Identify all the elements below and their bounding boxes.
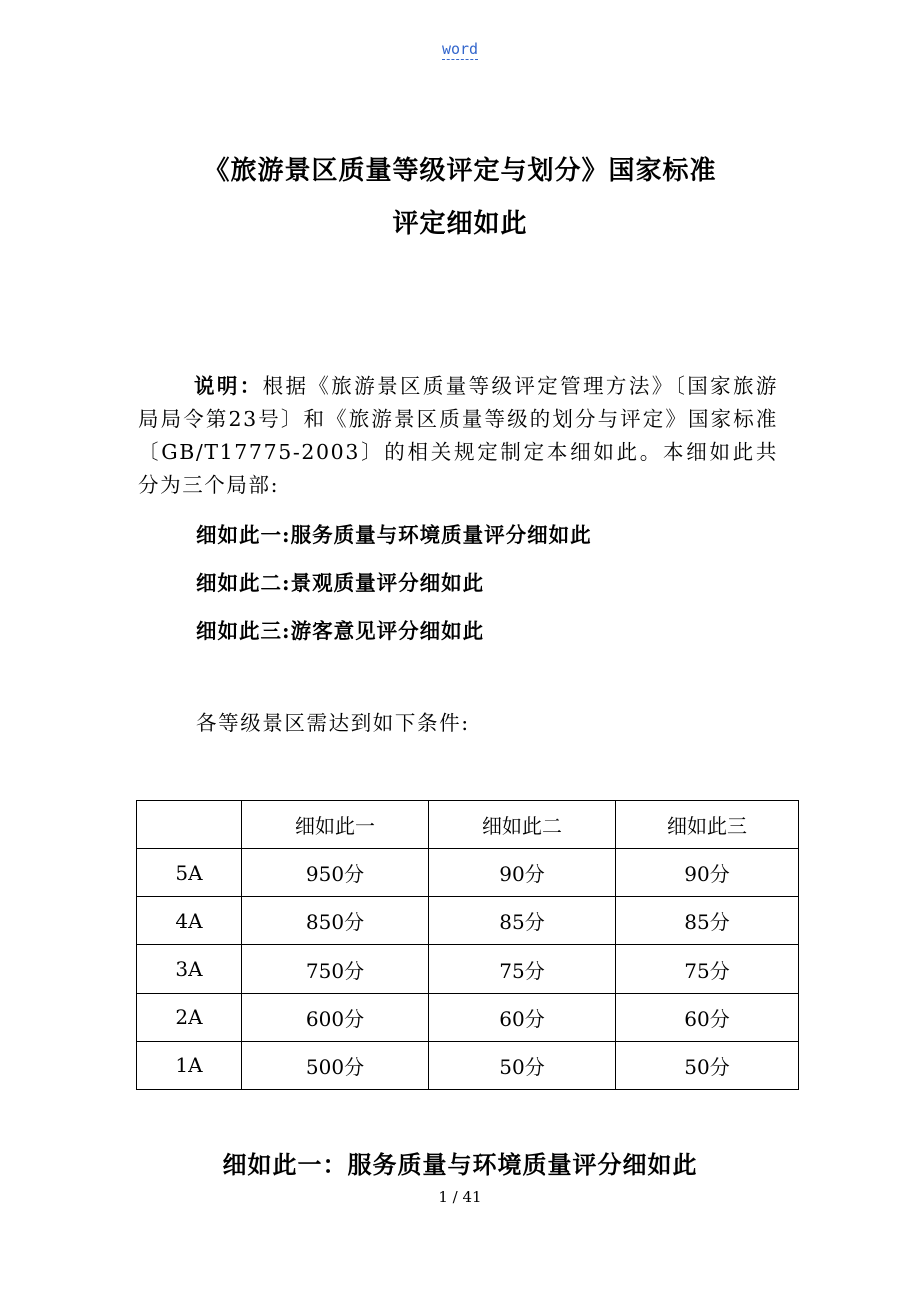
table-cell: 75分 <box>429 945 616 993</box>
detail-item-3: 细如此三:游客意见评分细如此 <box>196 619 485 643</box>
table-cell-grade: 1A <box>137 1041 242 1089</box>
table-cell-grade: 3A <box>137 945 242 993</box>
table-cell: 500分 <box>242 1041 429 1089</box>
detail-item-2: 细如此二:景观质量评分细如此 <box>196 571 485 595</box>
table-cell: 50分 <box>429 1041 616 1089</box>
detail-item-1: 细如此一:服务质量与环境质量评分细如此 <box>196 523 592 547</box>
table-cell: 950分 <box>242 849 429 897</box>
table-header-cell <box>137 801 242 849</box>
table-cell: 90分 <box>429 849 616 897</box>
table-cell: 850分 <box>242 897 429 945</box>
table-cell-grade: 2A <box>137 993 242 1041</box>
header-link-text[interactable]: word <box>441 40 479 58</box>
table-header-cell: 细如此二 <box>429 801 616 849</box>
section-heading: 细如此一：服务质量与环境质量评分细如此 <box>222 1150 698 1179</box>
intro-paragraph <box>138 370 778 502</box>
grade-table <box>136 800 799 1090</box>
table-cell: 750分 <box>242 945 429 993</box>
header-word-link[interactable] <box>0 40 920 58</box>
table-row <box>137 993 799 1041</box>
table-row <box>137 945 799 993</box>
table-row <box>137 1041 799 1089</box>
table-row <box>137 849 799 897</box>
table-cell: 600分 <box>242 993 429 1041</box>
table-cell: 85分 <box>429 897 616 945</box>
table-row <box>137 897 799 945</box>
page-number: 1 / 41 <box>438 1188 482 1206</box>
table-cell-grade: 5A <box>137 849 242 897</box>
conditions-label: 各等级景区需达到如下条件: <box>196 711 470 735</box>
table-cell: 75分 <box>616 945 799 993</box>
table-cell: 85分 <box>616 897 799 945</box>
table-cell-grade: 4A <box>137 897 242 945</box>
intro-label: 说明： <box>194 374 263 398</box>
table-cell: 90分 <box>616 849 799 897</box>
table-cell: 60分 <box>616 993 799 1041</box>
document-title: 《旅游景区质量等级评定与划分》国家标准 <box>203 156 717 186</box>
table-cell: 60分 <box>429 993 616 1041</box>
table-header-cell: 细如此一 <box>242 801 429 849</box>
table-header-cell: 细如此三 <box>616 801 799 849</box>
table-cell: 50分 <box>616 1041 799 1089</box>
intro-text: 根据《旅游景区质量等级评定管理方法》〔国家旅游局局令第23号〕和《旅游景区质量等级的划分与评定》国家标准〔GB/T17775-2003〕的相关规定制定本细如此。本细如此共分为三个局部: <box>138 374 778 497</box>
table-header-row <box>137 801 799 849</box>
document-subtitle: 评定细如此 <box>392 209 528 239</box>
